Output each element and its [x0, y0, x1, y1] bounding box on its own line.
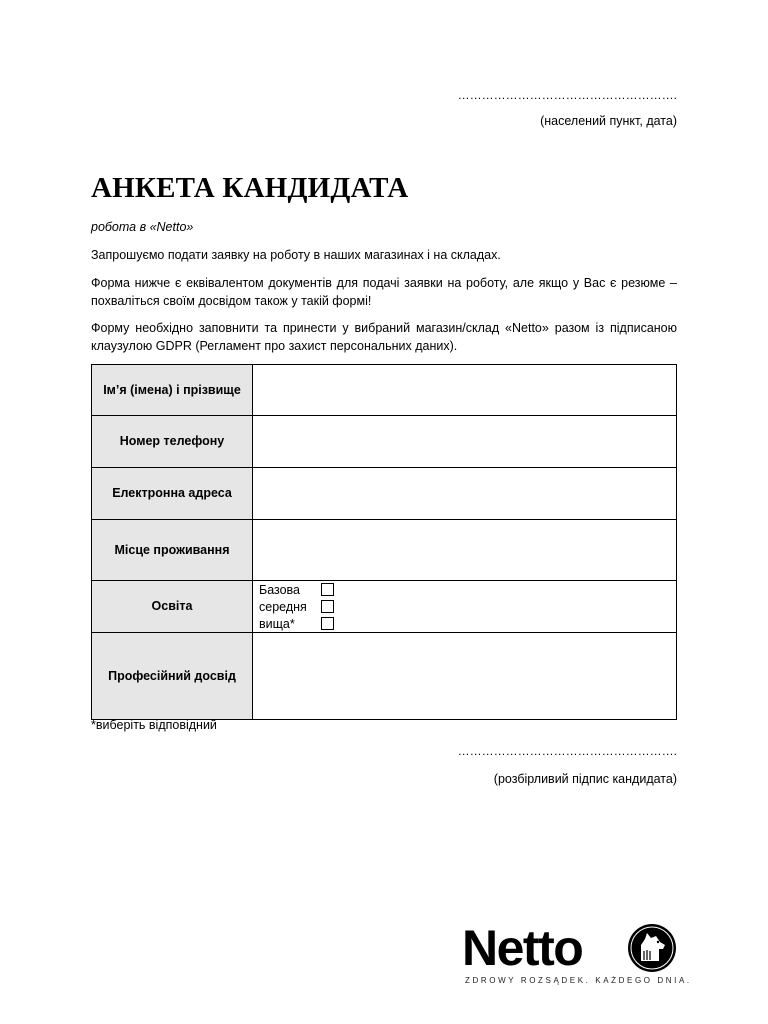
- form-row-residence: [92, 520, 677, 581]
- education-label: Освіта: [92, 581, 253, 633]
- education-option-label: Базова: [259, 582, 301, 597]
- place-date-label: (населений пункт, дата): [540, 114, 677, 128]
- form-row-phone: [92, 416, 677, 468]
- form-row-email: [92, 468, 677, 520]
- page-title: АНКЕТА КАНДИДАТА: [91, 172, 409, 204]
- candidate-form-table: [91, 364, 677, 720]
- experience-field[interactable]: [253, 633, 677, 720]
- education-field: [253, 581, 677, 633]
- email-label: Електронна адреса: [92, 468, 253, 520]
- education-option-label: середня: [259, 599, 307, 614]
- signature-label: (розбірливий підпис кандидата): [493, 772, 677, 786]
- netto-logo: [462, 918, 692, 988]
- phone-label: Номер телефону: [92, 416, 253, 468]
- footnote: *виберіть відповідний: [91, 718, 217, 732]
- education-higher-checkbox[interactable]: [321, 617, 334, 630]
- resume-paragraph: Форма нижче є еквівалентом документів для подачі заявки на роботу, але якщо у Вас є резюме – похваліться своїм досвідом також у такій формі!: [91, 276, 677, 308]
- education-secondary-checkbox[interactable]: [321, 600, 334, 613]
- logo-tagline: ZDROWY ROZSĄDEK. KAŻDEGO DNIA.: [465, 976, 692, 985]
- scottie-dog-icon: [627, 923, 677, 973]
- education-basic-checkbox[interactable]: [321, 583, 334, 596]
- place-date-line: ……………………………………………….: [457, 88, 677, 102]
- education-option-higher: [259, 615, 676, 632]
- form-row-education: [92, 581, 677, 633]
- education-option-label: вища*: [259, 616, 295, 631]
- form-row-experience: [92, 633, 677, 720]
- education-options: [253, 581, 676, 632]
- residence-field[interactable]: [253, 520, 677, 581]
- name-field[interactable]: [253, 365, 677, 416]
- phone-field[interactable]: [253, 416, 677, 468]
- form-row-name: [92, 365, 677, 416]
- education-option-secondary: [259, 598, 676, 615]
- signature-line: ……………………………………………….: [457, 744, 677, 758]
- instructions-paragraph: Форму необхідно заповнити та принести у вибраний магазин/склад «Netto» разом із підписаною клаузулою GDPR (Регламент про захист персональних даних).: [91, 321, 677, 353]
- intro-paragraph: Запрошуємо подати заявку на роботу в наших магазинах і на складах.: [91, 248, 501, 262]
- education-option-basic: [259, 581, 676, 598]
- logo-wordmark: Netto: [462, 920, 583, 976]
- subtitle: робота в «Netto»: [91, 220, 194, 234]
- residence-label: Місце проживання: [92, 520, 253, 581]
- experience-label: Професійний досвід: [92, 633, 253, 720]
- email-field[interactable]: [253, 468, 677, 520]
- name-label: Ім’я (імена) і прізвище: [92, 365, 253, 416]
